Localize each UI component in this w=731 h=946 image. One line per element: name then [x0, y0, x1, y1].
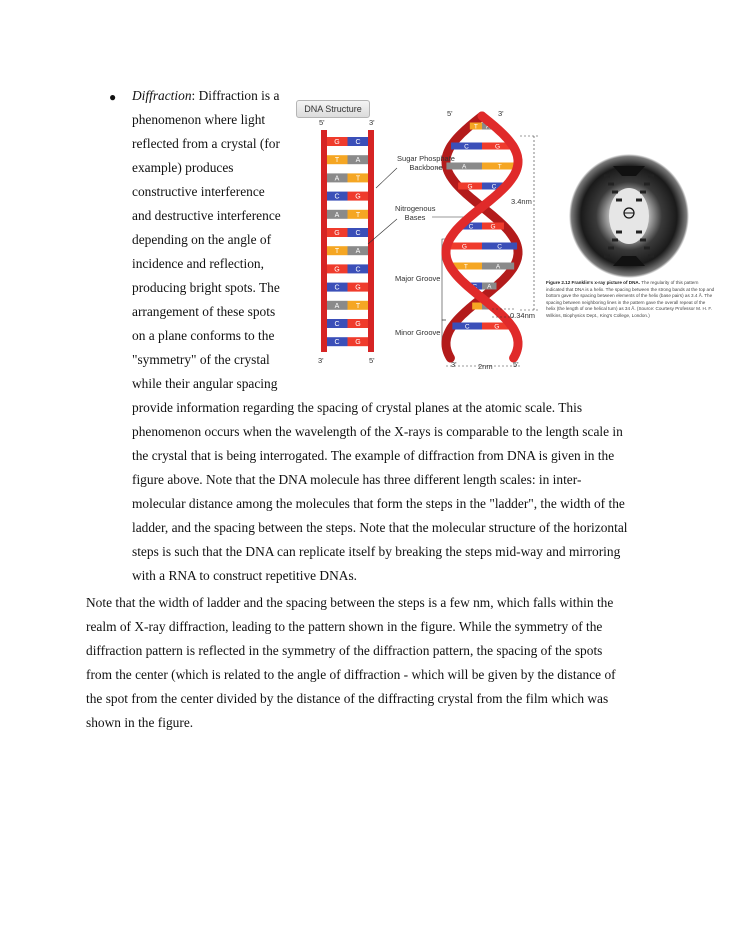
- base-letter: T: [473, 123, 478, 131]
- paragraph1-line-5: constructive interference: [132, 184, 265, 199]
- label-minor-groove: Minor Groove: [395, 328, 441, 337]
- base-letter: T: [355, 175, 361, 183]
- paragraph1-wide-line-3: the crystal that is being interrogated. The example of diffraction from DNA is given in the: [132, 448, 615, 463]
- base-letter: G: [334, 266, 340, 274]
- base-letter: G: [334, 139, 340, 146]
- bullet-point: ●: [109, 90, 117, 104]
- xray-spot: [644, 247, 650, 250]
- xray-spot: [648, 255, 654, 258]
- base-letter: A: [355, 248, 361, 256]
- paragraph1-line-1: Diffraction: Diffraction is a: [132, 88, 280, 103]
- base-letter: C: [464, 143, 469, 151]
- paragraph2-line-4: from the center (which is related to the angle of diffraction - which will be given by the distance of: [86, 667, 616, 682]
- dna-structure-tab: DNA Structure: [296, 100, 370, 118]
- ladder-rung: [327, 137, 368, 146]
- dna-figure: [296, 96, 716, 376]
- base-letter: C: [464, 323, 470, 331]
- base-letter: T: [463, 263, 468, 271]
- ladder-rung: [327, 264, 368, 273]
- base-letter: G: [461, 243, 467, 251]
- measure-pitch-label: 3.4nm: [511, 197, 532, 206]
- paragraph1-line-4: example) produces: [132, 160, 234, 175]
- label-nitrogenous-bases: Nitrogenous Bases: [395, 204, 436, 222]
- label-sugar-phosphate-backbone: Sugar Phosphate Backbone: [397, 154, 455, 172]
- paragraph1-line-13: while their angular spacing: [132, 376, 278, 391]
- paragraph1-line-7: depending on the angle of: [132, 232, 272, 247]
- base-letter: C: [334, 339, 340, 347]
- xray-spot: [648, 175, 654, 178]
- ladder-top-right-label: 3': [369, 118, 375, 127]
- xray-spot: [612, 191, 618, 194]
- helix-rung: [452, 323, 511, 331]
- base-letter: G: [355, 321, 361, 328]
- ladder-rung: [327, 301, 368, 310]
- ladder-rung: [327, 283, 368, 292]
- dna-diagram-svg: [296, 96, 716, 376]
- paragraph1-line-8: incidence and reflection,: [132, 256, 264, 271]
- base-letter: C: [355, 139, 361, 146]
- ladder-rung: [327, 192, 368, 201]
- paragraph2-line-1: Note that the width of ladder and the spacing between the steps is a few nm, which falls within the: [86, 595, 614, 610]
- base-letter: G: [494, 143, 501, 151]
- base-letter: G: [490, 223, 496, 231]
- label-major-groove: Major Groove: [395, 274, 441, 283]
- paragraph1-line-3: reflected from a crystal (for: [132, 136, 280, 151]
- xray-spot: [608, 247, 614, 250]
- paragraph1-line-9: producing bright spots. The: [132, 280, 280, 295]
- ladder-right-backbone: [368, 130, 374, 352]
- xray-spot: [644, 183, 650, 186]
- ladder-bottom-left-label: 3': [318, 356, 324, 365]
- base-letter: C: [334, 193, 340, 201]
- base-letter: A: [487, 283, 492, 291]
- base-letter: T: [334, 157, 340, 165]
- base-letter: A: [462, 163, 467, 171]
- xray-spot: [636, 231, 642, 234]
- base-letter: C: [491, 183, 497, 191]
- ladder-rung: [327, 319, 368, 328]
- ladder-rung: [327, 337, 368, 346]
- base-letter: C: [497, 243, 502, 251]
- xray-spot: [616, 199, 622, 202]
- base-letter: A: [334, 211, 340, 219]
- base-letter: A: [355, 157, 361, 165]
- paragraph1-line-6: and destructive interference: [132, 208, 281, 223]
- ladder-left-backbone: [321, 130, 327, 352]
- paragraph2-line-5: the spot from the center divided by the distance of the diffracting crystal from the film which was: [86, 691, 609, 706]
- paragraph1-wide-line-8: with a RNA to construct repetitive DNAs.: [132, 568, 357, 583]
- xray-spot: [612, 239, 618, 242]
- ladder-rung: [327, 155, 368, 164]
- paragraph1-line-2: phenomenon where light: [132, 112, 266, 127]
- base-letter: C: [355, 230, 361, 237]
- base-letter: G: [355, 284, 361, 292]
- paragraph2-line-2: realm of X-ray diffraction, leading to the pattern shown in the figure. While the symmetry of the: [86, 619, 603, 634]
- paragraph2-line-6: shown in the figure.: [86, 715, 194, 730]
- measure-step-label: 0.34nm: [510, 311, 536, 320]
- paragraph1-wide-line-4: figure above. Note that the DNA molecule has three different length scales: in inter-: [132, 472, 582, 487]
- xray-spot: [640, 239, 646, 242]
- base-letter: A: [334, 175, 340, 183]
- xray-spot: [640, 191, 646, 194]
- paragraph1-wide-line-2: phenomenon occurs when the wavelength of the X-rays is comparable to the length scale in: [132, 424, 623, 439]
- base-letter: G: [355, 339, 361, 347]
- helix-top-right-label: 3': [498, 109, 504, 118]
- ladder-top-left-label: 5': [319, 118, 325, 127]
- base-letter: G: [467, 183, 473, 191]
- ladder-rung: [327, 173, 368, 182]
- base-letter: C: [468, 223, 474, 231]
- helix-bottom-left-label: 3': [451, 360, 457, 369]
- paragraph1-wide-line-7: steps is such that the DNA can replicate itself by breaking the steps mid-way and mirroring: [132, 544, 621, 559]
- helix-rung: [451, 143, 513, 151]
- ladder-rungs: [327, 137, 368, 346]
- helix-rung: [447, 243, 517, 251]
- base-letter: T: [497, 163, 502, 171]
- base-letter: C: [334, 321, 340, 328]
- base-letter: G: [355, 193, 361, 201]
- ladder-bottom-right-label: 5': [369, 356, 375, 365]
- xray-spot: [636, 199, 642, 202]
- base-letter: A: [334, 302, 340, 310]
- xray-spot: [604, 175, 610, 178]
- base-letter: G: [334, 230, 340, 237]
- base-letter: C: [355, 266, 361, 274]
- base-letter: T: [355, 302, 361, 310]
- ladder-rung: [327, 246, 368, 255]
- xray-diffraction-image: [569, 154, 689, 278]
- paragraph1-wide-line-1: provide information regarding the spacing of crystal planes at the atomic scale. This: [132, 400, 583, 415]
- paragraph1-wide-line-5: molecular distance among the molecules that form the steps in the "ladder", the width of the: [132, 496, 625, 511]
- helix-top-left-label: 5': [447, 109, 453, 118]
- ladder-rung: [327, 228, 368, 237]
- base-letter: G: [494, 323, 500, 331]
- xray-spot: [608, 183, 614, 186]
- base-letter: T: [355, 211, 361, 219]
- ladder-rung: [327, 210, 368, 219]
- figure-caption: Figure 2.12 Franklin's x-ray picture of DNA. The regularity of this pattern indicated that DNA is a helix. The spacing between the strong bands at the top and bottom gave the spacing between elements of the helix (base pairs) as 3.4 Å. The spacing between neighboring lines in the pattern gave the overall repeat of the helix (the length of one helical turn) as 34 Å. (Source: Courtesy Professor M. H. F. Wilkins, Biophysics Dept., King's College, London.): [546, 280, 715, 318]
- base-letter: T: [334, 248, 340, 256]
- measure-width-label: 2nm: [478, 362, 493, 371]
- base-letter: C: [334, 284, 340, 292]
- paragraph1-line-10: arrangement of these spots: [132, 304, 276, 319]
- paragraph2-line-3: diffraction pattern is reflected in the symmetry of the diffraction pattern, the spacing of the spots: [86, 643, 603, 658]
- helix-rung: [450, 263, 514, 271]
- xray-spot: [604, 255, 610, 258]
- paragraph1-line-12: "symmetry" of the crystal: [132, 352, 270, 367]
- base-letter: C: [472, 283, 478, 291]
- base-letter: A: [495, 263, 501, 271]
- paragraph1-line-11: on a plane conforms to the: [132, 328, 275, 343]
- base-letter: A: [485, 123, 491, 131]
- term-diffraction: Diffraction: [132, 88, 192, 103]
- helix-bottom-right-label: 5': [513, 360, 519, 369]
- paragraph1-wide-line-6: ladder, and the spacing between the steps. Note that the molecular structure of the horizontal: [132, 520, 628, 535]
- double-helix: [446, 116, 518, 358]
- xray-spot: [616, 231, 622, 234]
